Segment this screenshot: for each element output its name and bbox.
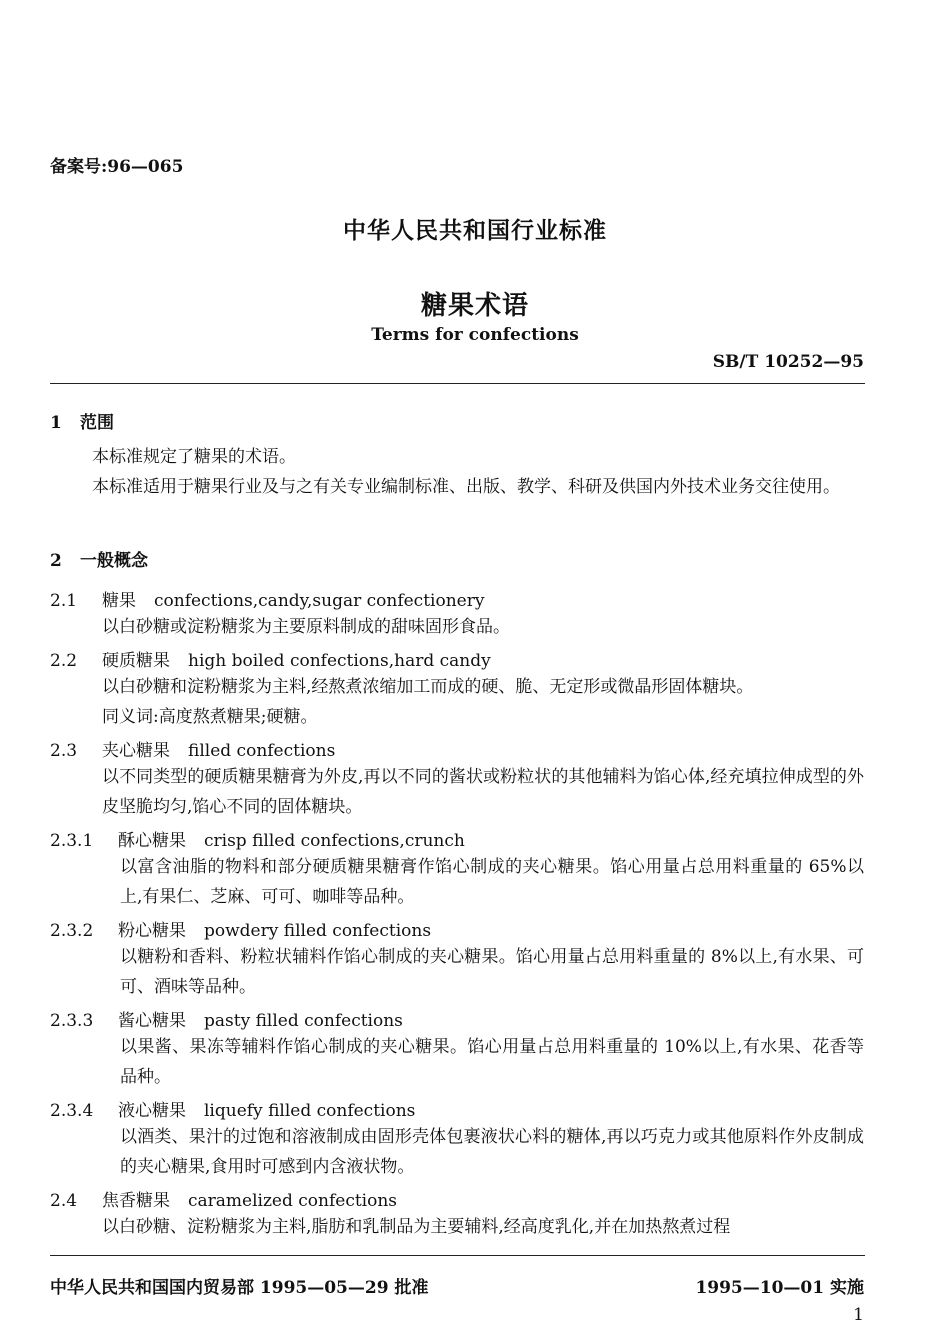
term-en: crisp filled confections,crunch xyxy=(204,831,465,851)
term-number: 2.3.3 xyxy=(50,1011,94,1031)
term-en: filled confections xyxy=(188,741,336,761)
term-2-2-synonyms: 同义词:高度熬煮糖果;硬糖。 xyxy=(102,707,318,727)
term-2-1-definition: 以白砂糖或淀粉糖浆为主要原料制成的甜味固形食品。 xyxy=(102,617,510,637)
term-number: 2.2 xyxy=(50,651,78,671)
page-number: 1 xyxy=(853,1305,864,1325)
term-2-3 xyxy=(50,736,335,761)
registration-number: 备案号:96—065 xyxy=(50,157,184,177)
term-en: high boiled confections,hard candy xyxy=(188,651,491,671)
term-number: 2.1 xyxy=(50,591,78,611)
scope-paragraph-2: 本标准适用于糖果行业及与之有关专业编制标准、出版、教学、科研及供国内外技术业务交往使用。 xyxy=(92,477,840,497)
term-2-2-definition-text: 以白砂糖和淀粉糖浆为主料,经熬煮浓缩加工而成的硬、脆、无定形或微晶形固体糖块。 xyxy=(102,677,754,697)
section-title: 范围 xyxy=(80,413,114,433)
term-cn: 粉心糖果 xyxy=(118,921,186,941)
section-title: 一般概念 xyxy=(80,551,148,571)
term-2-3-definition: 以不同类型的硬质糖果糖膏为外皮,再以不同的酱状或粉粒状的其他辅料为馅心体,经充填拉伸成型的外皮坚脆均匀,馅心不同的固体糖块。 xyxy=(102,767,864,817)
term-2-3-3-definition: 以果酱、果冻等辅料作馅心制成的夹心糖果。馅心用量占总用料重量的 10%以上,有水果、花香等品种。 xyxy=(120,1037,864,1087)
term-number: 2.3.4 xyxy=(50,1101,94,1121)
section-heading-general xyxy=(50,546,148,571)
section-number: 1 xyxy=(50,413,62,433)
term-number: 2.3 xyxy=(50,741,78,761)
footer-divider xyxy=(50,1255,865,1256)
header-divider xyxy=(50,383,865,384)
term-2-3-2 xyxy=(50,916,431,941)
term-cn: 液心糖果 xyxy=(118,1101,186,1121)
term-en: caramelized confections xyxy=(188,1191,398,1211)
term-2-3-1 xyxy=(50,826,465,851)
term-en: confections,candy,sugar confectionery xyxy=(154,591,485,611)
scope-paragraphs xyxy=(92,442,864,502)
term-en: liquefy filled confections xyxy=(204,1101,416,1121)
term-2-3-4 xyxy=(50,1096,415,1121)
term-2-3-1-definition: 以富含油脂的物料和部分硬质糖果糖膏作馅心制成的夹心糖果。馅心用量占总用料重量的 65%以上,有果仁、芝麻、可可、咖啡等品种。 xyxy=(120,857,864,907)
section-number: 2 xyxy=(50,551,62,571)
standard-type: 中华人民共和国行业标准 xyxy=(343,217,607,244)
term-2-3-3 xyxy=(50,1006,403,1031)
term-2-2 xyxy=(50,646,491,671)
term-cn: 夹心糖果 xyxy=(102,741,170,761)
term-en: powdery filled confections xyxy=(204,921,432,941)
term-cn: 酱心糖果 xyxy=(118,1011,186,1031)
page-title-english: Terms for confections xyxy=(371,325,579,345)
section-heading-scope xyxy=(50,408,114,433)
term-en: pasty filled confections xyxy=(204,1011,403,1031)
term-cn: 酥心糖果 xyxy=(118,831,186,851)
term-2-3-4-definition: 以酒类、果汁的过饱和溶液制成由固形壳体包裹液状心料的糖体,再以巧克力或其他原料作外皮制成的夹心糖果,食用时可感到内含液状物。 xyxy=(120,1127,864,1177)
term-2-4 xyxy=(50,1186,397,1211)
scope-paragraph-1: 本标准规定了糖果的术语。 xyxy=(92,447,296,467)
term-2-4-definition: 以白砂糖、淀粉糖浆为主料,脂肪和乳制品为主要辅料,经高度乳化,并在加热熬煮过程 xyxy=(102,1217,731,1237)
term-2-1 xyxy=(50,586,484,611)
term-number: 2.3.1 xyxy=(50,831,94,851)
standard-code: SB/T 10252—95 xyxy=(712,352,864,372)
term-number: 2.3.2 xyxy=(50,921,94,941)
approval-date: 中华人民共和国国内贸易部 1995—05—29 批准 xyxy=(50,1278,429,1298)
term-2-3-2-definition: 以糖粉和香料、粉粒状辅料作馅心制成的夹心糖果。馅心用量占总用料重量的 8%以上,有水果、可可、酒味等品种。 xyxy=(120,947,864,997)
term-2-2-definition xyxy=(102,672,864,732)
term-cn: 糖果 xyxy=(102,591,136,611)
term-cn: 硬质糖果 xyxy=(102,651,170,671)
term-cn: 焦香糖果 xyxy=(102,1191,170,1211)
term-number: 2.4 xyxy=(50,1191,78,1211)
effective-date: 1995—10—01 实施 xyxy=(695,1278,864,1298)
page-title: 糖果术语 xyxy=(420,291,529,321)
